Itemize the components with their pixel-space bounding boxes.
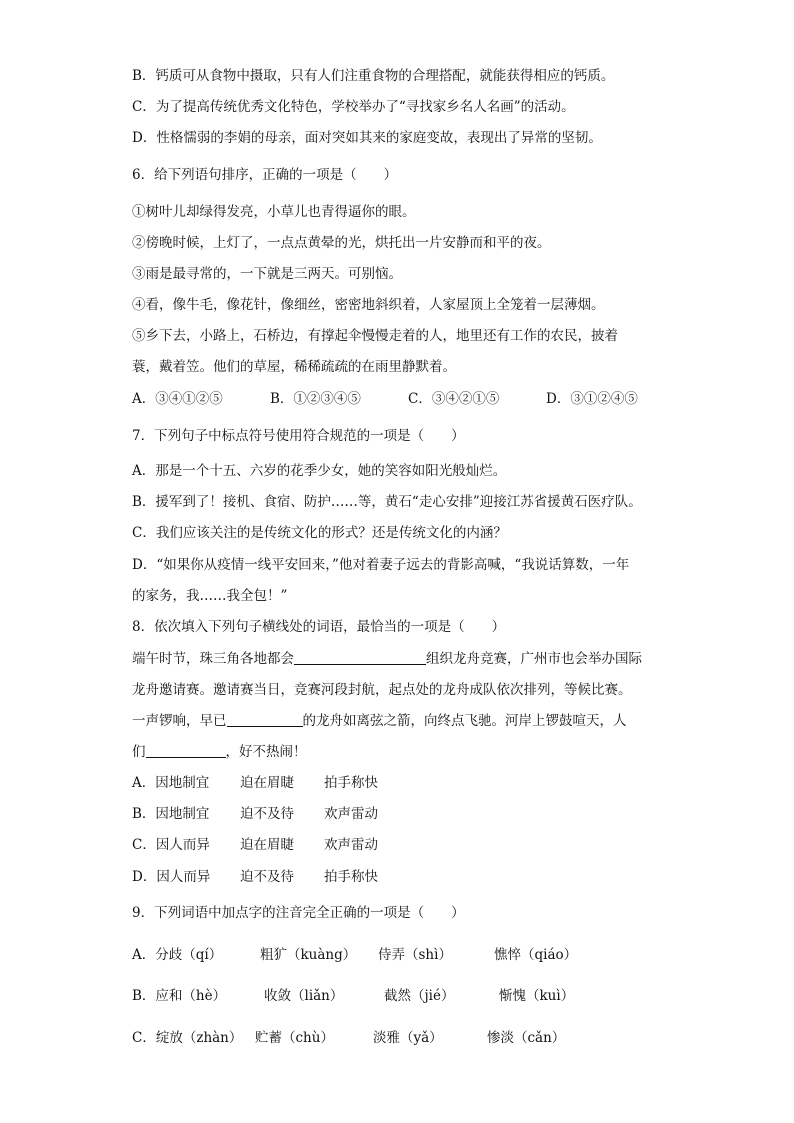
q9-a-item-1: A．分歧（qí） — [132, 947, 223, 963]
q8-option-a — [132, 774, 378, 792]
q7-option-c: C．我们应该关注的是传统文化的形式？还是传统文化的内涵？ — [132, 525, 507, 541]
q9-b-item-4: 惭愧（kuì） — [499, 988, 575, 1004]
q9-option-c — [132, 1029, 565, 1047]
q6-options — [132, 390, 638, 408]
q8-text-1a: 端午时节，珠三角各地都会 — [132, 651, 294, 667]
q8-stem: 8．依次填入下列句子横线处的词语，最恰当的一项是（ ） — [132, 619, 506, 635]
q9-a-item-3: 侍弄（shì） — [378, 947, 452, 963]
q6-option-b: B．①②③④⑤ — [270, 391, 361, 407]
q8-option-b — [132, 805, 378, 823]
q9-c-item-4: 惨淡（cǎn） — [487, 1030, 566, 1046]
q8-option-d — [132, 868, 378, 886]
q8-blank-2 — [227, 712, 303, 727]
q9-a-item-2: 粗犷（kuàng） — [260, 947, 357, 963]
q7-option-d-cont: 的家务，我……我全包！” — [132, 588, 288, 604]
q8-b-word-1: B．因地制宜 — [132, 806, 210, 822]
q6-option-d: D．③①②④⑤ — [546, 391, 638, 407]
q8-passage-line-2: 龙舟邀请赛。邀请赛当日，竞赛河段封航，起点处的龙舟成队依次排列，等候比赛。 — [132, 682, 632, 698]
q8-text-4a: 们 — [132, 744, 146, 760]
q8-d-word-1: D．因人而异 — [132, 869, 211, 885]
q8-b-word-2: 迫不及待 — [240, 806, 294, 822]
q9-stem: 9．下列词语中加点字的注音完全正确的一项是（ ） — [132, 905, 465, 921]
q6-sentence-4: ④看，像牛毛，像花针，像细丝，密密地斜织着，人家屋顶上全笼着一层薄烟。 — [132, 297, 605, 313]
q8-c-word-2: 迫在眉睫 — [240, 837, 294, 853]
q8-blank-1 — [294, 650, 426, 665]
q8-option-c — [132, 836, 378, 854]
q8-text-1b: 组织龙舟竞赛，广州市也会举办国际 — [426, 651, 642, 667]
q7-option-b: B．援军到了！接机、食宿、防护……等，黄石“走心安排”迎接江苏省援黄石医疗队。 — [132, 494, 642, 510]
q8-passage-line-3 — [132, 712, 627, 730]
q8-passage-line-4 — [132, 743, 307, 761]
q8-passage-line-1 — [132, 650, 642, 668]
q6-sentence-5: ⑤乡下去，小路上，石桥边，有撑起伞慢慢走着的人，地里还有工作的农民，披着 — [132, 328, 618, 344]
q9-a-item-4: 憔悴（qiáo） — [494, 947, 578, 963]
q9-b-item-3: 截然（jié） — [384, 988, 455, 1004]
q9-b-item-1: B．应和（hè） — [132, 988, 227, 1004]
q8-a-word-3: 拍手称快 — [324, 775, 378, 791]
q8-c-word-3: 欢声雷动 — [324, 837, 378, 853]
q9-b-item-2: 收敛（liǎn） — [264, 988, 344, 1004]
q5-option-c: C．为了提高传统优秀文化特色，学校举办了“寻找家乡名人名画”的活动。 — [132, 99, 575, 115]
q9-c-item-1: C．绽放（zhàn） — [132, 1030, 243, 1046]
q8-text-3b: 的龙舟如离弦之箭，向终点飞驰。河岸上锣鼓喧天，人 — [302, 713, 627, 729]
q7-option-d: D．“如果你从疫情一线平安回来，”他对着妻子远去的背影高喊，“我说话算数，一年 — [132, 557, 630, 573]
q9-c-item-2: 贮蓄（chù） — [255, 1030, 334, 1046]
q8-b-word-3: 欢声雷动 — [324, 806, 378, 822]
q8-d-word-3: 拍手称快 — [324, 869, 378, 885]
q9-c-item-3: 淡雅（yǎ） — [373, 1030, 443, 1046]
q8-text-4b: ，好不热闹！ — [225, 744, 307, 760]
q9-option-b — [132, 987, 574, 1005]
q6-stem: 6．给下列语句排序，正确的一项是（ ） — [132, 167, 398, 183]
q6-option-a: A．③④①②⑤ — [132, 391, 223, 407]
q6-sentence-3: ③雨是最寻常的，一下就是三两天。可别恼。 — [132, 266, 402, 282]
q7-stem: 7．下列句子中标点符号使用符合规范的一项是（ ） — [132, 428, 465, 444]
q8-a-word-2: 迫在眉睫 — [240, 775, 294, 791]
q5-option-d: D．性格懦弱的李娟的母亲，面对突如其来的家庭变故，表现出了异常的坚韧。 — [132, 130, 602, 146]
q8-c-word-1: C．因人而异 — [132, 837, 210, 853]
q7-option-a: A．那是一个十五、六岁的花季少女，她的笑容如阳光般灿烂。 — [132, 463, 507, 479]
q6-sentence-2: ②傍晚时候，上灯了，一点点黄晕的光，烘托出一片安静而和平的夜。 — [132, 235, 551, 251]
q6-option-c: C．③④②①⑤ — [408, 391, 500, 407]
q6-sentence-1: ①树叶儿却绿得发亮，小草儿也青得逼你的眼。 — [132, 204, 416, 220]
q9-option-a — [132, 946, 577, 964]
q5-option-b: B．钙质可从食物中摄取，只有人们注重食物的合理搭配，就能获得相应的钙质。 — [132, 68, 615, 84]
q8-d-word-2: 迫不及待 — [240, 869, 294, 885]
q8-text-3a: 一声锣响，早已 — [132, 713, 227, 729]
q8-a-word-1: A．因地制宜 — [132, 775, 210, 791]
q6-sentence-5-cont: 蓑，戴着笠。他们的草屋，稀稀疏疏的在雨里静默着。 — [132, 359, 456, 375]
q8-blank-3 — [146, 743, 226, 758]
